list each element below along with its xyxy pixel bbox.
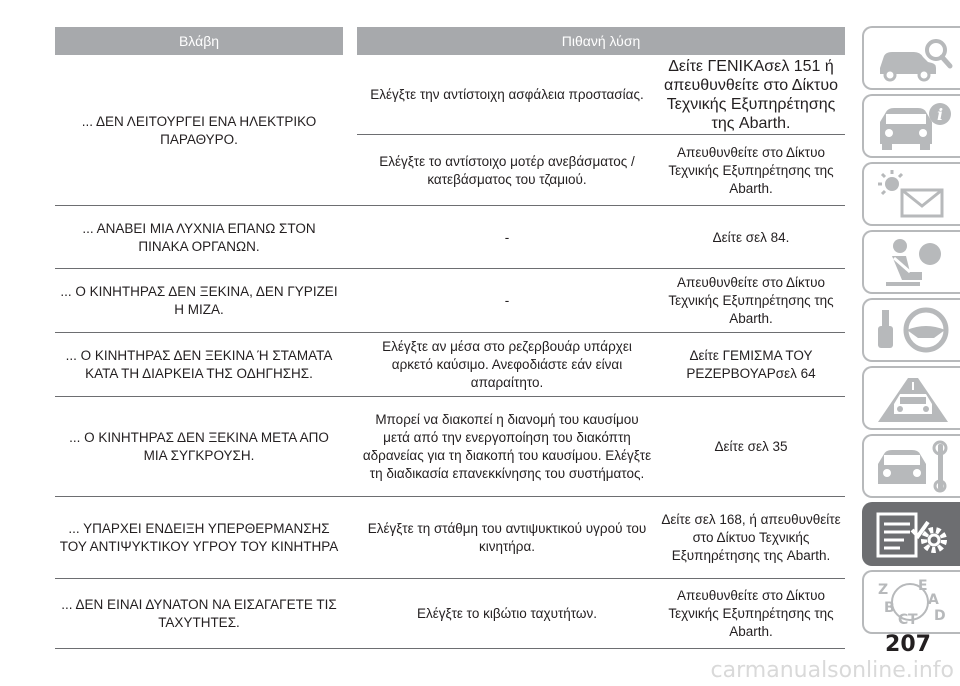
troubleshooting-table (55, 27, 845, 639)
cause-text: Μπορεί να διακοπεί η διανομή του καυσίμου μετά από την ενεργοποίηση του διακόπτη αδρανείας για τη διακοπή του καυσίμου. Ελέγξτε τη διαδικασία επανεκκίνησης του συστήματος. (362, 412, 652, 481)
cause-text: Ελέγξτε το αντίστοιχο μοτέρ ανεβάσματος / κατεβάσματος του τζαμιού. (379, 153, 635, 187)
alphabet-letter: A (928, 592, 939, 608)
cause-text: - (504, 229, 510, 245)
tab-car-info[interactable] (862, 94, 960, 158)
table-header (55, 27, 845, 55)
cause-text: Ελέγξτε τη στάθμη του αντιψυκτικού υγρού του κινητήρα. (367, 521, 647, 554)
tab-key-steering[interactable] (862, 298, 960, 362)
table-row (55, 333, 845, 397)
fault-text: ... ΑΝΑΒΕΙ ΜΙΑ ΛΥΧΝΙΑ ΕΠΑΝΩ ΣΤΟΝ ΠΙΝΑΚΑ ΟΡΓΑΝΩΝ. (82, 220, 316, 254)
header-fault: Βλάβη (55, 27, 343, 55)
watermark: carmanualsonline.info (710, 658, 954, 683)
table-row (55, 269, 845, 333)
cause-text: - (504, 293, 510, 308)
tab-alphabet-index[interactable] (862, 570, 960, 634)
alphabet-letter: T (908, 612, 918, 628)
cause-text: Ελέγξτε αν μέσα στο ρεζερβουάρ υπάρχει αρκετό καύσιμο. Ανεφοδιάστε εάν είναι απαραίτητο. (382, 339, 632, 390)
tab-car-search[interactable] (862, 26, 960, 90)
table-row (55, 206, 845, 269)
alphabet-letter: E (918, 578, 928, 594)
car-road-icon (870, 372, 956, 426)
fault-text: ... Ο ΚΙΝΗΤΗΡΑΣ ΔΕΝ ΞΕΚΙΝΑ Ή ΣΤΑΜΑΤΑ ΚΑΤΑ ΤΗ ΔΙΑΡΚΕΙΑ ΤΗΣ ΟΔΗΓΗΣΗΣ. (65, 348, 333, 381)
table-row (55, 579, 845, 649)
table-row (55, 55, 845, 206)
cause-text: Ελέγξτε την αντίστοιχη ασφάλεια προστασίας. (370, 87, 644, 102)
tab-warning-lights[interactable] (862, 162, 960, 226)
car-info-icon (870, 100, 956, 154)
alphabet-letter: D (934, 608, 946, 624)
tab-car-tools[interactable] (862, 434, 960, 498)
alphabet-letter: B (884, 600, 895, 616)
cause-text: Ελέγξτε το κιβώτιο ταχυτήτων. (417, 606, 597, 621)
svg-text:i: i (936, 105, 944, 124)
car-tools-icon (870, 440, 956, 494)
warning-lights-icon (870, 168, 956, 222)
solution-text: Δείτε σελ 35 (714, 439, 788, 454)
fault-text: ... Ο ΚΙΝΗΤΗΡΑΣ ΔΕΝ ΞΕΚΙΝΑ ΜΕΤΑ ΑΠΟ ΜΙΑ ΣΥΓΚΡΟΥΣΗ. (69, 430, 329, 463)
page-number: 207 (885, 632, 931, 657)
fault-text: ... ΥΠΑΡΧΕΙ ΕΝΔΕΙΞΗ ΥΠΕΡΘΕΡΜΑΝΣΗΣ ΤΟΥ ΑΝΤΙΨΥΚΤΙΚΟΥ ΥΓΡΟΥ ΤΟΥ ΚΙΝΗΤΗΡΑ (59, 521, 339, 554)
solution-text: Απευθυνθείτε στο Δίκτυο Τεχνικής Εξυπηρέτησης της Abarth. (668, 144, 834, 196)
alphabet-index-icon (870, 576, 956, 630)
table-row (55, 397, 845, 497)
solution-text: Δείτε ΓΕΜΙΣΜΑ ΤΟΥ ΡΕΖΕΡΒΟΥΑΡσελ 64 (686, 348, 816, 381)
tab-airbag-seat[interactable] (862, 230, 960, 294)
fault-text: ... Ο ΚΙΝΗΤΗΡΑΣ ΔΕΝ ΞΕΚΙΝΑ, ΔΕΝ ΓΥΡΙΖΕΙ Η ΜΙΖΑ. (60, 284, 338, 317)
alphabet-letter: C (898, 612, 909, 628)
fault-text: ... ΔΕΝ ΛΕΙΤΟΥΡΓΕΙ ΕΝΑ ΗΛΕΚΤΡΙΚΟ ΠΑΡΑΘΥΡΟ. (81, 113, 317, 147)
checklist-gear-icon (870, 508, 956, 562)
alphabet-letter: Z (878, 582, 889, 598)
solution-text: Απευθυνθείτε στο Δίκτυο Τεχνικής Εξυπηρέτησης της Abarth. (668, 588, 834, 639)
solution-text: Δείτε ΓΕΝΙΚΑσελ 151 ή απευθυνθείτε στο Δίκτυο Τεχνικής Εξυπηρέτησης της Abarth. (664, 58, 838, 132)
solution-text: Δείτε σελ 84. (712, 229, 790, 245)
tab-car-road[interactable] (862, 366, 960, 430)
tab-checklist-gear[interactable] (862, 502, 960, 566)
key-steering-icon (870, 304, 956, 358)
car-search-icon (870, 32, 956, 86)
table-row (55, 497, 845, 579)
solution-text: Απευθυνθείτε στο Δίκτυο Τεχνικής Εξυπηρέτησης της Abarth. (668, 275, 834, 326)
header-solution: Πιθανή λύση (357, 27, 845, 55)
solution-text: Δείτε σελ 168, ή απευθυνθείτε στο Δίκτυο Τεχνικής Εξυπηρέτησης της Abarth. (661, 512, 841, 563)
fault-text: ... ΔΕΝ ΕΙΝΑΙ ΔΥΝΑΤΟΝ ΝΑ ΕΙΣΑΓΑΓΕΤΕ ΤΙΣ ΤΑΧΥΤΗΤΕΣ. (61, 597, 337, 630)
airbag-seat-icon (870, 236, 956, 290)
